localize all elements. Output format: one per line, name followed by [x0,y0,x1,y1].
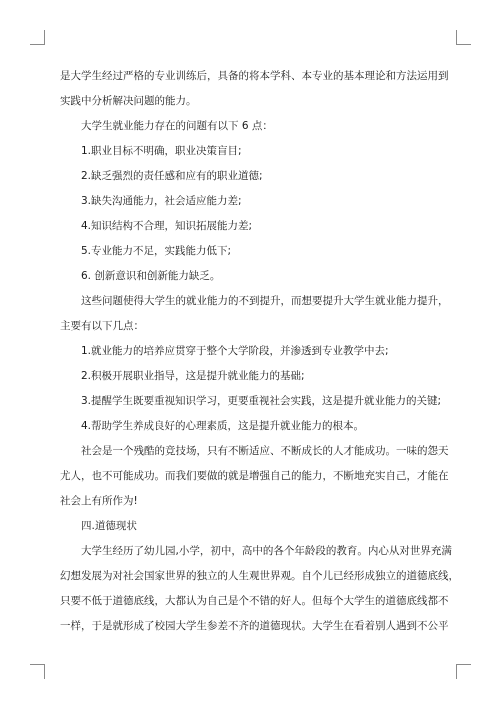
text-line: 社会是一个残酷的竞技场，只有不断适应、不断成长的人才能成功。一味的怨天 [81,445,449,457]
text-line: 实践中分析解决问题的能力。 [60,95,197,107]
text-line: 1.就业能力的培养应贯穿于整个大学阶段，并渗透到专业教学中去; [81,345,389,357]
text-line: 2.缺乏强烈的责任感和应有的职业道德; [81,170,263,182]
text-line: 这些问题使得大学生的就业能力的不到提升，而想要提升大学生就业能力提升， [81,295,449,307]
text-line: 是大学生经过严格的专业训练后，具备的将本学科、本专业的基本理论和方法运用到 [60,70,449,82]
text-line: 4.知识结构不合理，知识拓展能力差; [81,220,253,232]
text-line: 大学生就业能力存在的问题有以下 6 点： [81,120,273,132]
text-line: 4.帮助学生养成良好的心理素质，这是提升就业能力的根本。 [81,420,365,432]
text-line: 四.道德现状 [81,520,137,532]
text-line: 3.缺失沟通能力，社会适应能力差; [81,195,242,207]
text-line: 幻想发展为对社会国家世界的独立的人生观世界观。自个儿已经形成独立的道德底线， [60,570,459,582]
crop-mark-bottom-right [456,664,471,679]
text-line: 只要不低于道德底线，大都认为自己是个不错的好人。但每个大学生的道德底线都不 [60,595,449,607]
text-line: 社会上有所作为! [60,495,138,507]
crop-mark-bottom-left [30,664,45,679]
text-line: 1.职业目标不明确，职业决策盲目; [81,145,242,157]
crop-mark-top-right [456,30,471,45]
text-line: 6. 创新意识和创新能力缺乏。 [81,270,221,282]
text-line: 大学生经历了幼儿园,小学，初中，高中的各个年龄段的教育。内心从对世界充满 [81,545,452,557]
text-line: 主要有以下几点： [60,320,144,332]
document-body [60,64,459,639]
text-line: 5.专业能力不足，实践能力低下; [81,245,232,257]
text-line: 尤人，也不可能成功。而我们要做的就是增强自己的能力，不断地充实自己，才能在 [60,470,449,482]
text-line: 3.提醒学生既要重视知识学习，更要重视社会实践，这是提升就业能力的关键; [81,395,442,407]
text-line: 一样，于是就形成了校园大学生参差不齐的道德现状。大学生在看着别人遇到不公平 [60,620,449,632]
text-line: 2.积极开展职业指导，这是提升就业能力的基础; [81,370,305,382]
crop-mark-top-left [30,30,45,45]
